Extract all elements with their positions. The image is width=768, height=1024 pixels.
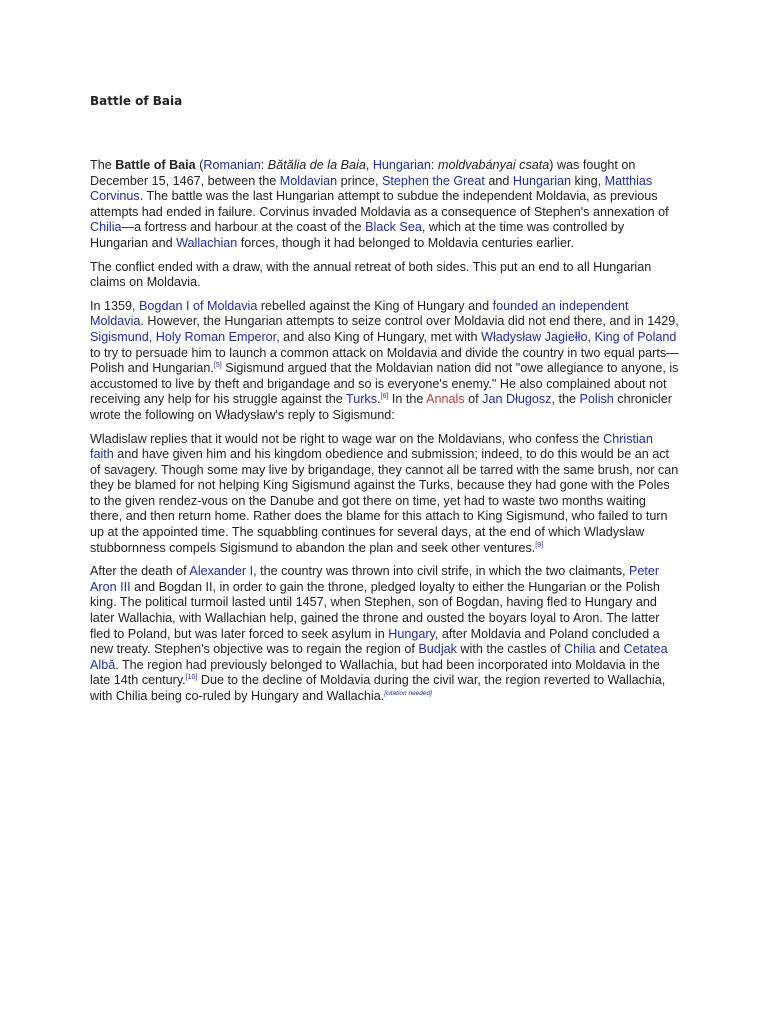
article-body [90,158,680,713]
link-matthias-corvinus[interactable]: Matthias Corvinus [90,173,653,204]
link-peter-aron-iii[interactable]: Peter Aron III [90,564,660,594]
text-span: Due to the decline of Moldavia during the civil war, the region reverted to Wallachia, with Chilia being co-ruled by Hungary and Wallachia. [90,673,666,703]
link-alexander-i[interactable]: Alexander I [189,564,254,579]
link-hungarian-language[interactable]: Hungarian [372,158,431,172]
text-span: forces, though it had belonged to Moldavia centuries earlier. [237,235,575,250]
text-span: —a fortress and harbour at the coast of the [121,220,366,235]
link-budjak[interactable]: Budjak [418,642,457,657]
link-stephen-the-great[interactable]: Stephen the Great [381,173,485,188]
link-polish[interactable]: Polish [579,392,614,407]
article-subject-bold: Battle of Baia [115,158,196,172]
text-span: and [595,642,624,657]
text-span: of [464,392,483,407]
link-moldavian[interactable]: Moldavian [279,173,338,188]
paragraph-civil-strife [90,564,680,704]
text-span: Wladislaw replies that it would not be right to wage war on the Moldavians, who confess the [90,431,604,446]
text-span: chronicler wrote the following on Władysław's reply to Sigismund: [90,392,672,422]
link-chilia[interactable]: Chilia [564,642,596,657]
link-hungarian[interactable]: Hungarian [512,173,572,188]
text-span: prince, [337,173,382,188]
link-cetatea-alba[interactable]: Cetatea Albă [90,642,668,672]
text-span: with the castles of [456,642,565,657]
link-hungary[interactable]: Hungary [388,626,435,641]
hungarian-name: moldvabányai csata [437,158,550,172]
document-title: Battle of Baia [90,94,183,108]
reference-link[interactable]: [10] [185,674,198,682]
link-bogdan-i[interactable]: Bogdan I of Moldavia [139,298,258,313]
text-span: , [365,158,373,172]
reference-link[interactable]: [9] [535,541,544,549]
text-span: . [377,392,381,407]
text-span: ) was fought on December 15, 1467, between the [90,158,636,188]
link-king-of-poland[interactable]: King of Poland [594,329,677,344]
link-wallachian[interactable]: Wallachian [176,235,238,250]
text-span: After the death of [90,564,190,579]
link-romanian[interactable]: Romanian [203,158,261,172]
text-span: , which at the time was controlled by Hungarian and [90,220,625,250]
text-span: , and also King of Hungary, met with [276,329,482,344]
text-span: : [430,158,438,172]
paragraph-quote [90,432,680,557]
text-span: rebelled against the King of Hungary and [257,298,493,313]
text-span: In the [388,392,427,407]
citation-needed-link[interactable]: [citation needed] [384,689,432,697]
text-span: , after Moldavia and Poland concluded a new treaty. Stephen's objective was to regain the region of [90,626,660,657]
text-span: , the country was thrown into civil strife, in which the two claimants, [253,564,630,579]
romanian-name: Bătălia de la Baia [267,158,366,172]
text-span: The [90,158,116,172]
text-span: to try to persuade him to launch a common attack on Moldavia and divide the country in two equal parts—Polish and Hungarian. [90,345,679,376]
text-span: , [587,329,595,344]
text-span: In 1359, [90,298,140,313]
link-turks[interactable]: Turks [346,392,378,407]
text-span: . The region had previously belonged to Wallachia, but had been incorporated into Moldavia in the late 14th century. [90,657,660,688]
text-span: . However, the Hungarian attempts to seize control over Moldavia did not end there, and in 1429, [140,314,679,329]
link-annals[interactable]: Annals [426,392,465,407]
paragraph-intro [90,158,680,252]
text-span: ( [195,158,204,172]
link-black-sea[interactable]: Black Sea [365,220,422,235]
text-span: , the [551,392,580,407]
text-span: king, [571,173,605,188]
text-span: Sigismund argued that the Moldavian nation did not "owe allegiance to anyone, is accustomed to live by theft and brigandage and so is everyone's enemy." He also complained about not receiving any help for his struggle against the [90,361,679,407]
paragraph-background [90,299,680,424]
text-span: and have given him and his kingdom obedience and submission; indeed, to do this would be an act of savagery. Though some may live by brigandage, they cannot all be tarred with the same brush, nor can they be blamed for not helping King Sigismund against the Turks, because they had gone with the Poles to the given rendez-vous on the Danube and got there on time, yet had to waste two months waiting there, and then return home. Rather does the blame for this attach to King Sigismund, who failed to turn up at the appointed time. The squabbling continues for several days, at the end of which Wladyslaw stubbornness compels Sigismund to abandon the plan and seek other ventures. [90,447,679,555]
link-christian-faith[interactable]: Christian faith [90,431,653,462]
text-span: and Bogdan II, in order to gain the throne, pledged loyalty to either the Hungarian or the Polish king. The political turmoil lasted until 1457, when Stephen, son of Bogdan, having fled to Hungary and later Wallachia, with Wallachian help, gained the throne and ousted the boyars loyal to Aron. The latter fled to Poland, but was later forced to seek asylum in [90,579,660,641]
reference-link[interactable]: [5] [213,361,222,369]
link-founded-independent-moldavia[interactable]: founded an independent Moldavia [90,298,629,329]
link-wladyslaw-jagiello[interactable]: Władysław Jagiełło [481,329,588,344]
text-span: and [484,173,513,188]
text-span: : [260,158,268,172]
link-sigismund[interactable]: Sigismund, Holy Roman Emperor [90,329,277,344]
link-jan-dlugosz[interactable]: Jan Długosz [482,392,552,407]
text-span: . The battle was the last Hungarian attempt to subdue the independent Moldavia, as previous attempts had ended in failure. Corvinus invaded Moldavia as a consequence of Stephen's annexation of [90,189,669,219]
paragraph-outcome: The conflict ended with a draw, with the annual retreat of both sides. This put an end to all Hungarian claims on Moldavia. [90,259,652,290]
reference-link[interactable]: [6] [380,393,389,401]
link-chilia[interactable]: Chilia [90,220,122,235]
